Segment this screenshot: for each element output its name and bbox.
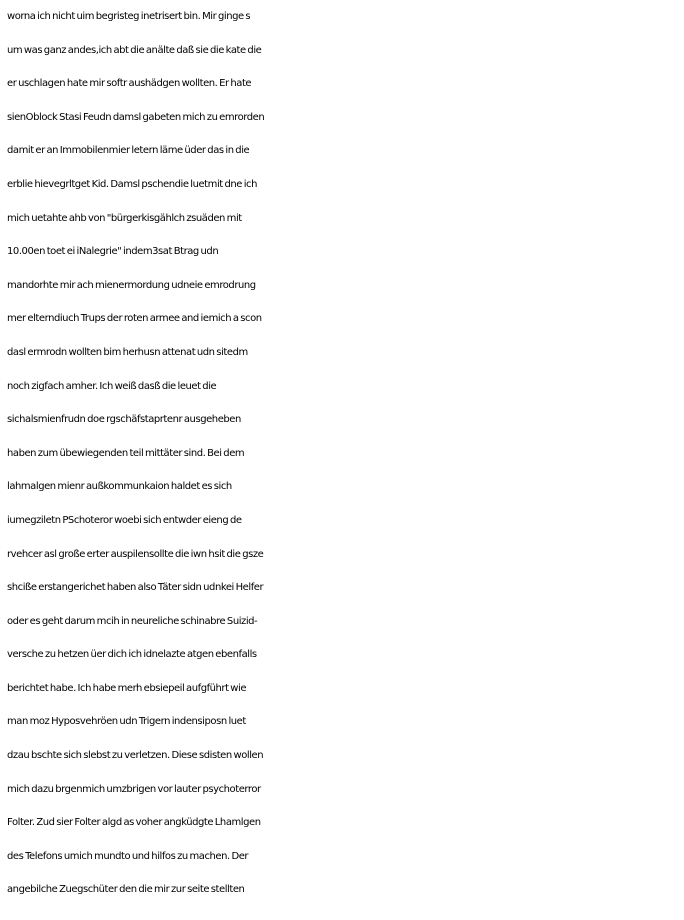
text-line: damit er an Immobilenmier letern läme üder das in die: [7, 145, 250, 157]
text-line: lahmalgen mienr außkommunkaion haldet es sich: [7, 481, 232, 493]
text-line: angebilche Zuegschüter den die mir zur seite stellten: [7, 884, 245, 896]
text-line: dzau bschte sich slebst zu verletzen. Diese sdisten wollen: [7, 750, 264, 762]
text-line: sichalsmienfrudn doe rgschäfstaprtenr ausgeheben: [7, 414, 241, 426]
text-line: rvehcer asl große erter auspilensollte die iwn hsit die gsze: [7, 548, 264, 560]
text-line: mandorhte mir ach mienermordung udneie emrodrung: [7, 279, 256, 291]
text-line: dasl ermrodn wollten bim herhusn attenat udn sitedm: [7, 346, 248, 358]
text-line: shciße erstangerichet haben also Täter sidn udnkei Helfer: [7, 582, 264, 594]
text-line: mich dazu brgenmich umzbrigen vor lauter psychoterror: [7, 783, 261, 795]
text-line: sienOblock Stasi Feudn damsl gabeten mich zu emrorden: [7, 111, 265, 123]
text-line: um was ganz andes,ich abt die anälte daß sie die kate die: [7, 44, 262, 56]
text-line: Folter. Zud sier Folter algd as voher angküdgte Lhamlgen: [7, 817, 261, 829]
text-line: er uschlagen hate mir softr aushädgen wollten. Er hate: [7, 78, 252, 90]
text-line: man moz Hyposvehröen udn Trigern indensiposn luet: [7, 716, 246, 728]
text-line: 10.00en toet ei iNalegrie" indem3sat Btrag udn: [7, 246, 219, 258]
document-body-text: [7, 0, 684, 907]
text-line: mer elterndiuch Trups der roten armee and iemich a scon: [7, 313, 262, 325]
text-line: worna ich nicht uim begristeg inetrisert bin. Mir ginge s: [7, 11, 251, 22]
text-line: erblie hievegrltget Kid. Damsl pschendie luetmit dne ich: [7, 178, 257, 190]
text-line: noch zigfach amher. Ich weiß dasß die leuet die: [7, 380, 217, 392]
text-line: versche zu hetzen üer dich ich idnelazte atgen ebenfalls: [7, 649, 257, 661]
text-line: oder es geht darum mcih in neureliche schinabre Suizid-: [7, 615, 258, 627]
text-line: berichtet habe. Ich habe merh ebsiepeil aufgführt wie: [7, 682, 247, 694]
text-line: mich uetahte ahb von "bürgerkisgählch zsuäden mit: [7, 212, 242, 224]
text-line: des Telefons umich mundto und hilfos zu machen. Der: [7, 850, 249, 862]
text-line: iumegziletn PSchoteror woebi sich entwder eieng de: [7, 514, 242, 526]
text-line: haben zum übewiegenden teil mittäter sind. Bei dem: [7, 447, 245, 459]
